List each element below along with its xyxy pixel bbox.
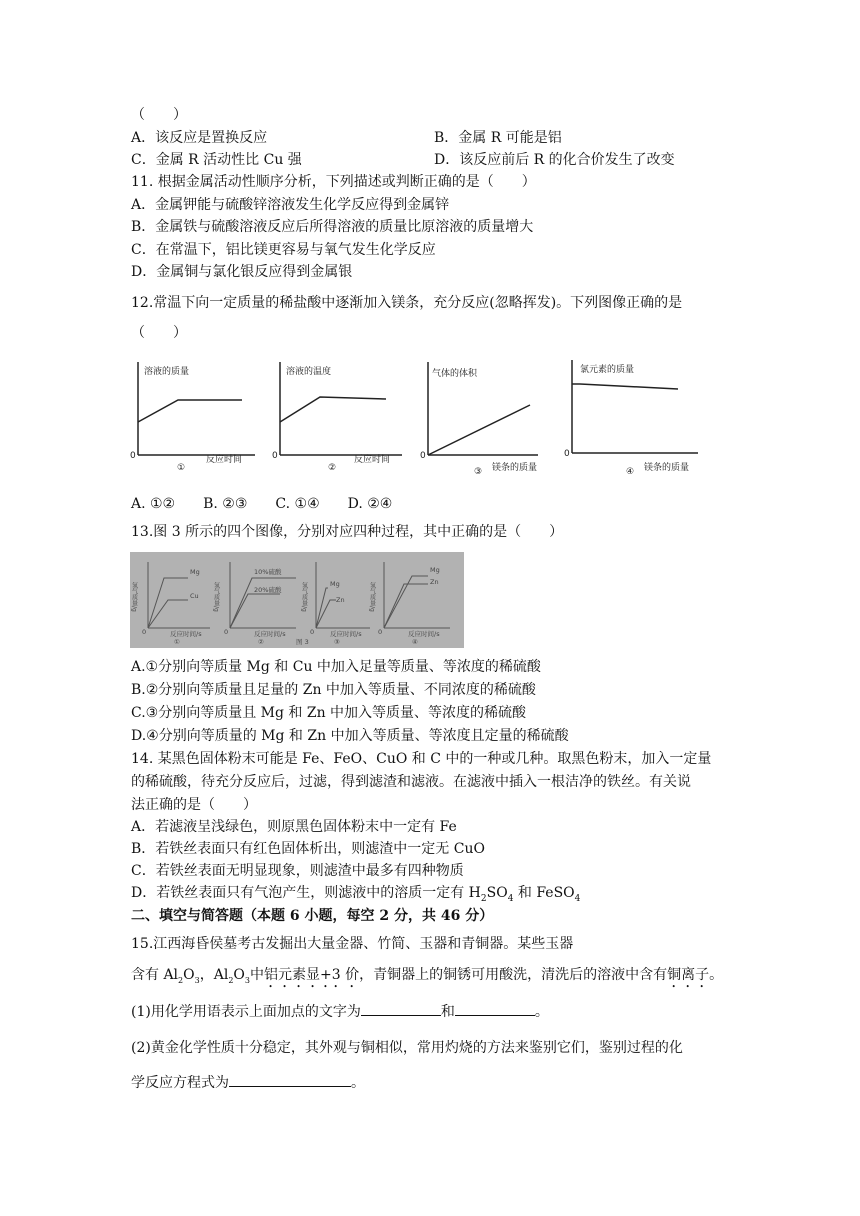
q13-option-c: C.③分别向等质量且 Mg 和 Zn 中加入等质量、等浓度的稀硫酸 [131, 705, 527, 721]
q11-option-b: B．金属铁与硫酸溶液反应后所得溶液的质量比原溶液的质量增大 [131, 219, 534, 235]
q14-option-a: A．若滤液呈浅绿色，则原黑色固体粉末中一定有 Fe [131, 819, 457, 835]
q13-option-d: D.④分别向等质量的 Mg 和 Zn 中加入等质量、等浓度且定量的稀硫酸 [131, 728, 569, 744]
q13-g1-mg: Mg [190, 568, 200, 576]
q15-blank-1[interactable] [361, 1001, 441, 1016]
q12-graph-1-origin: 0 [130, 451, 136, 461]
q14-option-c: C．若铁丝表面无明显现象，则滤渣中最多有四种物质 [131, 863, 464, 879]
q12-graph-3-num: ③ [474, 467, 483, 477]
q13-g2-line-b: 20%硫酸 [254, 586, 282, 594]
q15-blank-3[interactable] [229, 1072, 351, 1087]
q13-g4-xlabel: 反应时间/s [408, 630, 440, 638]
q12-graph-1 [130, 362, 255, 473]
q13-g3-ylabel: 氢气质量/g [300, 582, 308, 612]
q15-sub-1: 2 [178, 975, 184, 985]
q13-g3-xlabel: 反应时间/s [330, 630, 362, 638]
q12-graph-2-origin: 0 [272, 451, 278, 461]
q15-blank-2[interactable] [455, 1001, 535, 1016]
q14-option-d [131, 883, 580, 909]
section-2-heading: 二、填空与简答题（本题 6 小题，每空 2 分，共 46 分） [131, 908, 494, 924]
q12-graph-4 [564, 360, 698, 477]
q15-part1-end: 。 [534, 1004, 549, 1020]
q15-part2-line2 [131, 1072, 365, 1093]
q11-option-d: D．金属铜与氯化银反应得到金属银 [131, 264, 353, 280]
q12-graph-2 [272, 362, 402, 473]
q13-option-a: A.①分别向等质量 Mg 和 Cu 中加入足量等质量、等浓度的稀硫酸 [131, 659, 541, 675]
q15-text-a: 含有 Al [131, 967, 179, 983]
q15-part1-prefix: (1)用化学用语表示上面加点的文字为 [131, 1004, 361, 1020]
q13-g3-num: ③ [334, 638, 340, 646]
q13-g3-mg: Mg [330, 580, 340, 588]
q13-g2-xlabel: 反应时间/s [254, 630, 286, 638]
q13-g4-ylabel: 氢气质量/g [368, 582, 376, 612]
q13-g2-o: 0 [224, 628, 229, 636]
q13-figure [130, 552, 464, 648]
q15-dotted-aluminum-valence: 铝元素显+3 价 [263, 967, 360, 983]
q15-stem-line1: 15.江西海昏侯墓考古发掘出大量金器、竹简、玉器和青铜器。某些玉器 [131, 936, 574, 952]
q11-option-a: A．金属钾能与硫酸锌溶液发生化学反应得到金属锌 [131, 197, 450, 213]
q13-caption: 图 3 [296, 638, 309, 646]
q13-g1-num: ① [174, 638, 180, 646]
q14-sub-3: 4 [574, 893, 581, 904]
q13-g1-o: 0 [142, 628, 147, 636]
q14-option-b: B．若铁丝表面只有红色固体析出，则滤渣中一定无 CuO [131, 841, 485, 857]
q14-stem-line1: 14. 某黑色固体粉末可能是 Fe、FeO、CuO 和 C 中的一种或几种。取黑色粉末，加入一定量 [131, 751, 712, 767]
q15-sub-4: 3 [244, 975, 250, 985]
q15-dotted-copper-ion: 铜离子 [667, 967, 710, 983]
q12-graph-1-ylabel: 溶液的质量 [144, 367, 190, 377]
q12-graph-4-num: ④ [626, 467, 635, 477]
q12-graph-4-ylabel: 氯元素的质量 [580, 365, 635, 375]
q12-stem: 12.常温下向一定质量的稀盐酸中逐渐加入镁条，充分反应(忽略挥发)。下列图像正确的是 [131, 295, 683, 311]
q12-graph-2-ylabel: 溶液的温度 [286, 367, 332, 377]
q13-option-b: B.②分别向等质量且足量的 Zn 中加入等质量、不同浓度的稀硫酸 [131, 682, 536, 698]
q13-g3-zn: Zn [336, 596, 345, 604]
q13-g2-num: ② [258, 638, 264, 646]
q15-text-f: ，青铜器上的铜锈可用酸洗，清洗后的溶液中含有 [359, 967, 668, 983]
q12-graph-3 [420, 362, 538, 477]
q10-option-a: A．该反应是置换反应 [131, 130, 268, 146]
q15-sub-2: 3 [194, 975, 200, 985]
q12-graphs [120, 352, 720, 482]
q14-option-d-text-3: 和 FeSO [513, 885, 575, 901]
q13-g4-zn: Zn [430, 578, 439, 586]
q10-option-b: B．金属 R 可能是铝 [434, 130, 562, 146]
q11-stem: 11. 根据金属活动性顺序分析，下列描述或判断正确的是（ ） [131, 174, 536, 190]
q11-option-c: C．在常温下，铝比镁更容易与氧气发生化学反应 [131, 242, 436, 258]
q14-sub-2: 4 [507, 893, 514, 904]
q12-graph-4-xlabel: 镁条的质量 [644, 463, 690, 473]
q12-graph-4-origin: 0 [564, 449, 570, 459]
q15-text-d: O [233, 967, 245, 983]
q15-part2-end: 。 [351, 1075, 365, 1091]
q15-part1 [131, 1001, 549, 1022]
q12-graph-1-num: ① [177, 463, 186, 473]
q15-sub-3: 2 [228, 975, 234, 985]
q13-g4-num: ④ [412, 638, 418, 646]
q14-stem-line3: 法正确的是（ ） [131, 797, 257, 813]
q14-sub-1: 2 [480, 893, 487, 904]
q12-options: A. ①② B. ②③ C. ①④ D. ②④ [131, 496, 393, 512]
q13-g1-ylabel: 氢气质量/g [130, 582, 138, 612]
q14-option-d-text-2: SO [486, 885, 508, 901]
q15-part2-line1: (2)黄金化学性质十分稳定，其外观与铜相似，常用灼烧的方法来鉴别它们，鉴别过程的化 [131, 1040, 683, 1056]
q15-part1-and: 和 [440, 1004, 455, 1020]
q12-graph-2-num: ② [328, 463, 337, 473]
q15-text-g: 。 [709, 967, 724, 983]
q15-text-e: 中 [249, 967, 264, 983]
q15-text-b: O [183, 967, 195, 983]
q13-g2-ylabel: 氢气质量/g [212, 582, 220, 612]
q14-option-d-text: D．若铁丝表面只有气泡产生，则滤液中的溶质一定有 H [131, 885, 481, 901]
q13-g1-xlabel: 反应时间/s [170, 630, 202, 638]
q15-part2-prefix: 学反应方程式为 [131, 1075, 229, 1091]
q14-stem-line2: 的稀硫酸，待充分反应后，过滤，得到滤渣和滤液。在滤液中插入一根洁净的铁丝。有关说 [131, 774, 691, 790]
q12-graph-3-origin: 0 [420, 451, 426, 461]
q10-bracket: （ ） [131, 107, 187, 123]
q13-stem: 13.图 3 所示的四个图像，分别对应四种过程，其中正确的是（ ） [131, 524, 564, 540]
q12-graph-3-ylabel: 气体的体积 [432, 369, 478, 379]
q15-text-c: ，Al [199, 967, 229, 983]
q12-graph-1-xlabel: 反应时间 [206, 455, 243, 465]
q12-graph-2-xlabel: 反应时间 [354, 455, 391, 465]
q13-g2-line-a: 10%硫酸 [254, 568, 282, 576]
q15-stem-line2 [131, 965, 723, 991]
q13-g4-mg: Mg [430, 566, 440, 574]
q10-option-c: C．金属 R 活动性比 Cu 强 [131, 152, 302, 168]
q10-option-d: D．该反应前后 R 的化合价发生了改变 [434, 152, 675, 168]
q13-g3-o: 0 [310, 628, 315, 636]
q12-graph-3-xlabel: 镁条的质量 [492, 463, 538, 473]
q13-g4-o: 0 [378, 628, 383, 636]
q13-g1-cu: Cu [190, 592, 199, 600]
q12-bracket: （ ） [131, 325, 187, 341]
